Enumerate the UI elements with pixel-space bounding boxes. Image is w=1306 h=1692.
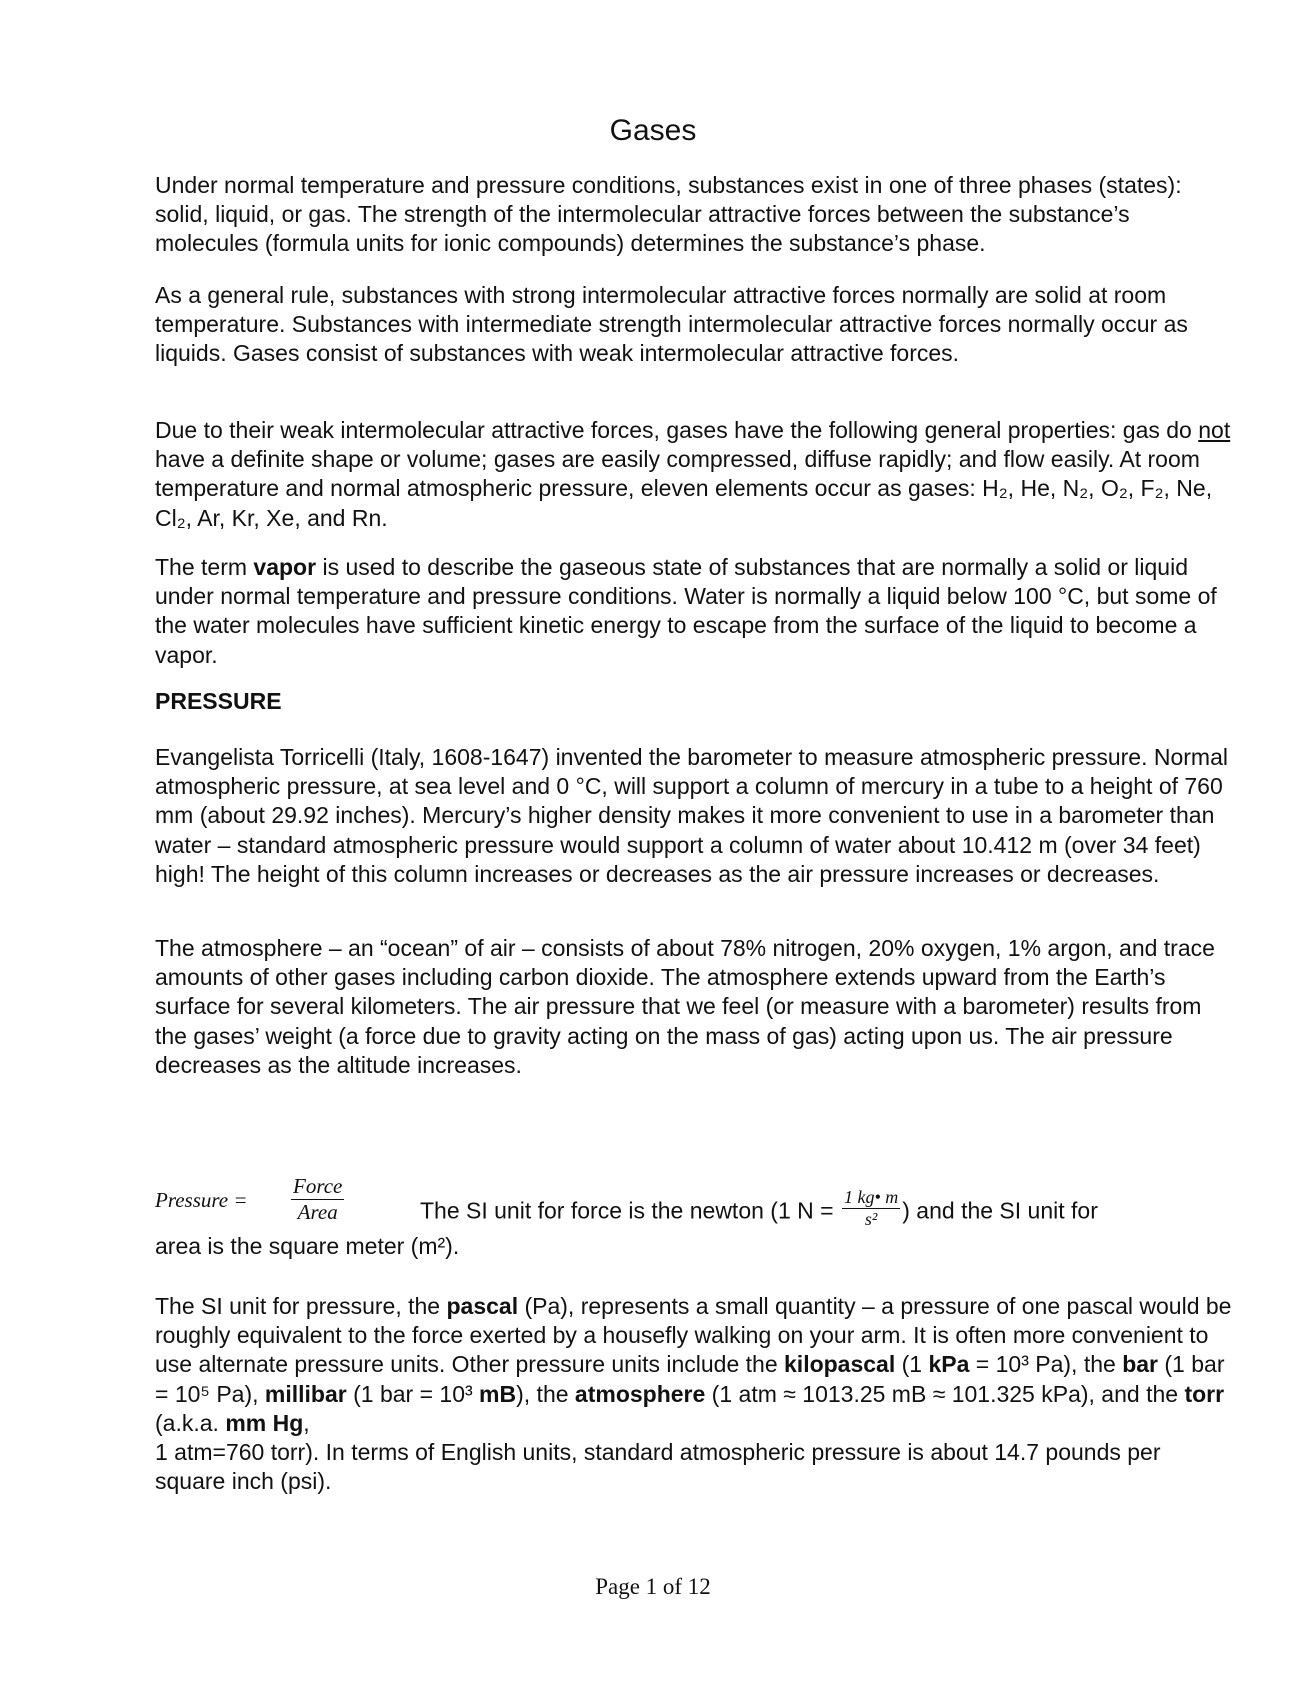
text-segment: The SI unit for pressure, the <box>155 1293 447 1319</box>
text-segment: The SI unit for force is the newton (1 N = <box>420 1197 840 1224</box>
paragraph-atmosphere: The atmosphere – an “ocean” of air – consists of about 78% nitrogen, 20% oxygen, 1% argon, and trace amounts of other gases including carbon dioxide. The atmosphere extends upward from the Earth’s surface for several kilometers. The air pressure that we feel (or measure with a barometer) results from the gases’ weight (a force due to gravity acting on the mass of gas) acting upon us. The air pressure decreases as the altitude increases. <box>155 935 1215 1078</box>
term-pascal: pascal <box>446 1293 519 1319</box>
underlined-word: not <box>1198 417 1231 443</box>
paragraph-gas-properties <box>155 416 1235 533</box>
text-segment: (1 bar = 10⁵ Pa), <box>155 1351 1225 1407</box>
term-kilopascal: kilopascal <box>784 1351 896 1378</box>
text-segment: (1 <box>895 1351 929 1378</box>
text-segment: 1 atm=760 torr). In terms of English units, standard atmospheric pressure is about 14.7 pounds per square inch (psi). <box>155 1439 1161 1495</box>
paragraph-vapor <box>155 553 1235 670</box>
term-mb: mB <box>479 1380 517 1407</box>
pressure-formula <box>155 1174 1255 1238</box>
fraction-denominator: Area <box>297 1200 338 1224</box>
text-segment: (1 atm ≈ 1013.25 mB ≈ 101.325 kPa), and the <box>705 1380 1185 1407</box>
si-unit-force-text <box>420 1187 1098 1234</box>
text-segment: (Pa), represents a small quantity – a pressure of one pascal would be roughly equivalent to the force exerted by a housefly walking on your arm. It is often more convenient to use alternate pressure units. Other pressure units include the <box>155 1293 1232 1378</box>
text-segment: have a definite shape or volume; gases are easily compressed, diffuse rapidly; and flow easily. At room temperature and normal atmospheric pressure, eleven elements occur as gases: H₂, He, N₂, O₂, F₂, Ne, Cl₂, Ar, Kr, Xe, and Rn. <box>155 446 1213 531</box>
text-segment: is used to describe the gaseous state of substances that are normally a solid or liquid under normal temperature and pressure conditions. Water is normally a liquid below 100 °C, but some of the water molecules have sufficient kinetic energy to escape from the surface of the liquid to become a vapor. <box>155 554 1217 668</box>
newton-unit-fraction <box>842 1187 900 1230</box>
formula-lhs: Pressure = <box>155 1188 248 1212</box>
section-heading-pressure: PRESSURE <box>155 688 282 714</box>
fraction-numerator: Force <box>293 1174 343 1198</box>
paragraph-pascal <box>155 1292 1235 1496</box>
paragraph-area-unit: area is the square meter (m²). <box>155 1233 460 1259</box>
term-torr: torr <box>1184 1380 1225 1407</box>
paragraph-phases: Under normal temperature and pressure conditions, substances exist in one of three phases (states): solid, liquid, or gas. The strength of the intermolecular attractive forces between the substance’s molecules (formula units for ionic compounds) determines the substance’s phase. <box>155 172 1182 257</box>
text-segment: Due to their weak intermolecular attractive forces, gases have the following general properties: gas do <box>155 417 1199 443</box>
term-atmosphere: atmosphere <box>574 1380 706 1407</box>
fraction-numerator: 1 kg• m <box>843 1187 899 1207</box>
term-mm-hg: mm Hg <box>225 1409 304 1436</box>
term-millibar: millibar <box>264 1380 347 1407</box>
force-over-area-fraction <box>291 1174 344 1225</box>
fraction-denominator: s² <box>864 1209 878 1229</box>
term-kpa: kPa <box>928 1351 970 1378</box>
page-number-footer: Page 1 of 12 <box>595 1574 711 1599</box>
text-segment: ) and the SI unit for <box>902 1197 1098 1224</box>
text-segment: , <box>303 1409 310 1436</box>
text-segment: (1 bar = 10³ <box>346 1380 480 1407</box>
text-segment: ), the <box>516 1380 575 1407</box>
page-title: Gases <box>609 114 697 147</box>
text-segment: The term <box>155 554 254 580</box>
paragraph-torricelli: Evangelista Torricelli (Italy, 1608-1647) invented the barometer to measure atmospheric pressure. Normal atmospheric pressure, at sea level and 0 °C, will support a column of mercury in a tube to a height of 760 mm (about 29.92 inches). Mercury’s higher density makes it more convenient to use in a barometer than water – standard atmospheric pressure would support a column of water about 10.412 m (over 34 feet) high! The height of this column increases or decreases as the air pressure increases or decreases. <box>155 744 1228 887</box>
text-segment: (a.k.a. <box>155 1409 226 1436</box>
paragraph-general-rule: As a general rule, substances with strong intermolecular attractive forces normally are solid at room temperature. Substances with intermediate strength intermolecular attractive forces normally occur as liquids. Gases consist of substances with weak intermolecular attractive forces. <box>155 282 1188 367</box>
text-segment: = 10³ Pa), the <box>969 1351 1123 1378</box>
term-bar: bar <box>1122 1351 1158 1378</box>
term-vapor: vapor <box>253 554 317 580</box>
